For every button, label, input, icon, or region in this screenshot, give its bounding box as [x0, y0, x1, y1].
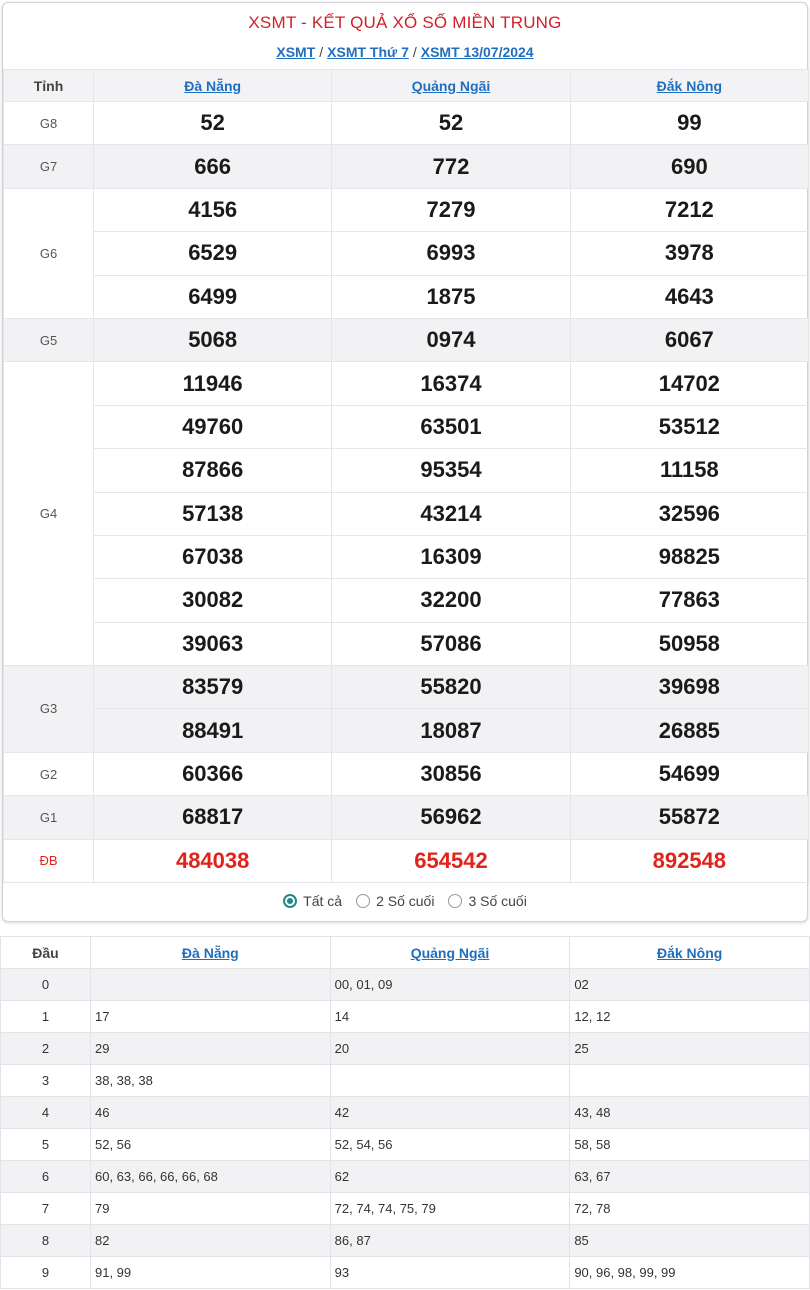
prize-row: [4, 102, 809, 145]
dau-link-da-nang[interactable]: Đà Nẵng: [181, 944, 239, 961]
prize-row: [4, 622, 809, 665]
dau-link-dak-nong[interactable]: Đắk Nông: [656, 944, 723, 961]
prize-row: [4, 188, 809, 231]
dau-digit: 9: [1, 1257, 91, 1289]
breadcrumb-xsmt-saturday[interactable]: XSMT Thứ 7: [327, 44, 409, 60]
dau-values: 52, 56: [91, 1129, 331, 1161]
prize-number: 11946: [94, 362, 332, 405]
dau-values: 25: [570, 1033, 810, 1065]
dau-values: 62: [330, 1161, 570, 1193]
prize-row: [4, 492, 809, 535]
radio-all[interactable]: [283, 894, 297, 908]
dau-values: 00, 01, 09: [330, 969, 570, 1001]
prize-number: 54699: [570, 752, 808, 795]
filter-last-2[interactable]: [356, 893, 434, 909]
filter-last-3[interactable]: [448, 893, 526, 909]
dau-values: 43, 48: [570, 1097, 810, 1129]
prize-number: 16309: [332, 535, 570, 578]
prize-number: 690: [570, 145, 808, 188]
prize-number: 6993: [332, 232, 570, 275]
prize-number: 63501: [332, 405, 570, 448]
prize-number: 32596: [570, 492, 808, 535]
radio-last-3[interactable]: [448, 894, 462, 908]
dau-values: 20: [330, 1033, 570, 1065]
dau-digit: 3: [1, 1065, 91, 1097]
prize-row: [4, 535, 809, 578]
prize-number: 99: [570, 102, 808, 145]
prize-row: [4, 709, 809, 752]
prize-number: 43214: [332, 492, 570, 535]
prize-number: 87866: [94, 449, 332, 492]
radio-last-2[interactable]: [356, 894, 370, 908]
province-link-da-nang[interactable]: Đà Nẵng: [184, 77, 242, 94]
prize-number: 7212: [570, 188, 808, 231]
filter-last-2-label: 2 Số cuối: [376, 893, 435, 909]
prize-number: 52: [94, 102, 332, 145]
prize-row: [4, 579, 809, 622]
filter-last-3-label: 3 Số cuối: [468, 893, 527, 909]
prize-label: G2: [4, 752, 94, 795]
dau-values: 72, 78: [570, 1193, 810, 1225]
dau-values: 17: [91, 1001, 331, 1033]
prize-number: 7279: [332, 188, 570, 231]
prize-number: 57086: [332, 622, 570, 665]
dau-row: [1, 1001, 810, 1033]
dau-digit: 8: [1, 1225, 91, 1257]
prize-number: 55872: [570, 796, 808, 839]
prize-number: 95354: [332, 449, 570, 492]
prize-number: 11158: [570, 449, 808, 492]
prize-number: 49760: [94, 405, 332, 448]
dau-digit: 0: [1, 969, 91, 1001]
prize-number: 0974: [332, 318, 570, 361]
province-link-quang-ngai[interactable]: Quảng Ngãi: [411, 77, 491, 94]
prize-number: 484038: [94, 839, 332, 882]
dau-values: 85: [570, 1225, 810, 1257]
dau-header-dak-nong: [570, 937, 810, 969]
dau-values: 14: [330, 1001, 570, 1033]
prize-row: [4, 405, 809, 448]
prize-number: 56962: [332, 796, 570, 839]
breadcrumb-separator: /: [412, 44, 417, 60]
prize-number: 892548: [570, 839, 808, 882]
dau-values: [330, 1065, 570, 1097]
prize-label: G6: [4, 188, 94, 318]
prize-row: [4, 796, 809, 839]
dau-values: 63, 67: [570, 1161, 810, 1193]
page-title: XSMT - KẾT QUẢ XỔ SỐ MIỀN TRUNG: [248, 13, 562, 32]
prize-number: 666: [94, 145, 332, 188]
prize-label: G8: [4, 102, 94, 145]
digit-filter: [3, 893, 807, 909]
prize-row: [4, 362, 809, 405]
filter-all-label: Tất cả: [303, 893, 343, 909]
breadcrumb-xsmt-date[interactable]: XSMT 13/07/2024: [420, 44, 534, 60]
dau-row: [1, 1033, 810, 1065]
dau-row: [1, 969, 810, 1001]
dau-values: 60, 63, 66, 66, 66, 68: [91, 1161, 331, 1193]
dau-values: 90, 96, 98, 99, 99: [570, 1257, 810, 1289]
dau-row: [1, 1193, 810, 1225]
dau-values: 42: [330, 1097, 570, 1129]
dau-values: 72, 74, 74, 75, 79: [330, 1193, 570, 1225]
province-link-dak-nong[interactable]: Đắk Nông: [656, 77, 722, 94]
prize-number: 4643: [570, 275, 808, 318]
prize-row: [4, 145, 809, 188]
prize-number: 6499: [94, 275, 332, 318]
prize-number: 98825: [570, 535, 808, 578]
results-header-row: [4, 70, 809, 102]
dau-row: [1, 1161, 810, 1193]
prize-number: 88491: [94, 709, 332, 752]
dau-values: 02: [570, 969, 810, 1001]
prize-number: 53512: [570, 405, 808, 448]
dau-values: 58, 58: [570, 1129, 810, 1161]
dau-row: [1, 1225, 810, 1257]
dau-values: 52, 54, 56: [330, 1129, 570, 1161]
results-card: [2, 2, 808, 922]
dau-digit: 4: [1, 1097, 91, 1129]
prize-number: 654542: [332, 839, 570, 882]
column-header-dak-nong: [570, 70, 808, 102]
dau-values: 86, 87: [330, 1225, 570, 1257]
prize-number: 60366: [94, 752, 332, 795]
dau-values: [91, 969, 331, 1001]
prize-number: 6529: [94, 232, 332, 275]
prize-number: 52: [332, 102, 570, 145]
prize-number: 1875: [332, 275, 570, 318]
dau-values: 79: [91, 1193, 331, 1225]
column-header-da-nang: [94, 70, 332, 102]
prize-label: G1: [4, 796, 94, 839]
dau-values: 46: [91, 1097, 331, 1129]
prize-label: G3: [4, 666, 94, 753]
dau-values: 12, 12: [570, 1001, 810, 1033]
dau-row: [1, 1097, 810, 1129]
prize-number: 3978: [570, 232, 808, 275]
prize-row: [4, 839, 809, 882]
breadcrumb-xsmt[interactable]: XSMT: [276, 44, 316, 60]
dau-digit: 6: [1, 1161, 91, 1193]
prize-number: 32200: [332, 579, 570, 622]
prize-number: 50958: [570, 622, 808, 665]
dau-header-quang-ngai: [330, 937, 570, 969]
prize-number: 67038: [94, 535, 332, 578]
head-digit-table: [0, 936, 810, 1289]
dau-row: [1, 1257, 810, 1289]
prize-number: 16374: [332, 362, 570, 405]
prize-row: [4, 275, 809, 318]
prize-number: 30856: [332, 752, 570, 795]
prize-number: 30082: [94, 579, 332, 622]
prize-number: 5068: [94, 318, 332, 361]
prize-number: 83579: [94, 666, 332, 709]
prize-row: [4, 666, 809, 709]
dau-digit: 2: [1, 1033, 91, 1065]
results-table: [3, 69, 809, 883]
prize-number: 14702: [570, 362, 808, 405]
dau-digit: 1: [1, 1001, 91, 1033]
dau-values: 82: [91, 1225, 331, 1257]
dau-values: 29: [91, 1033, 331, 1065]
dau-header-row: [1, 937, 810, 969]
prize-row: [4, 449, 809, 492]
breadcrumb-separator: /: [319, 44, 324, 60]
prize-number: 57138: [94, 492, 332, 535]
dau-values: [570, 1065, 810, 1097]
dau-row: [1, 1129, 810, 1161]
dau-values: 93: [330, 1257, 570, 1289]
prize-number: 18087: [332, 709, 570, 752]
prize-number: 39698: [570, 666, 808, 709]
prize-number: 6067: [570, 318, 808, 361]
prize-number: 55820: [332, 666, 570, 709]
dau-digit: 5: [1, 1129, 91, 1161]
column-header-province: Tỉnh: [4, 70, 94, 102]
prize-number: 68817: [94, 796, 332, 839]
prize-label: G4: [4, 362, 94, 666]
prize-row: [4, 232, 809, 275]
dau-digit: 7: [1, 1193, 91, 1225]
dau-row: [1, 1065, 810, 1097]
prize-number: 26885: [570, 709, 808, 752]
prize-number: 772: [332, 145, 570, 188]
prize-number: 77863: [570, 579, 808, 622]
dau-header-da-nang: [91, 937, 331, 969]
dau-link-quang-ngai[interactable]: Quảng Ngãi: [410, 944, 490, 961]
dau-values: 91, 99: [91, 1257, 331, 1289]
dau-values: 38, 38, 38: [91, 1065, 331, 1097]
column-header-quang-ngai: [332, 70, 570, 102]
filter-all[interactable]: [283, 893, 342, 909]
prize-number: 39063: [94, 622, 332, 665]
prize-row: [4, 318, 809, 361]
prize-label: G5: [4, 318, 94, 361]
breadcrumb: [3, 44, 807, 60]
column-header-dau: Đầu: [1, 937, 91, 969]
prize-row: [4, 752, 809, 795]
prize-label: ĐB: [4, 839, 94, 882]
prize-number: 4156: [94, 188, 332, 231]
prize-label: G7: [4, 145, 94, 188]
